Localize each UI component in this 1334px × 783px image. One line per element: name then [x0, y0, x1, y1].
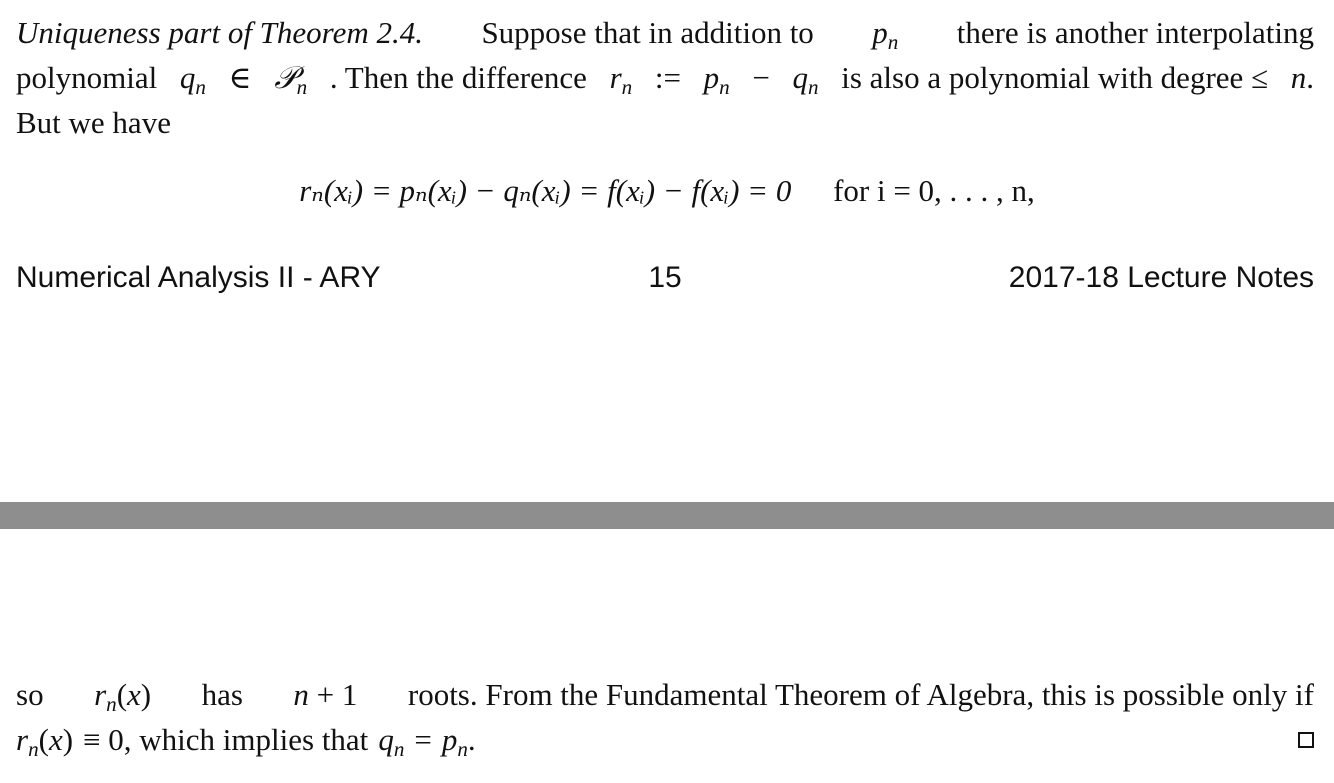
- proof-text: ≡ 0, which implies that: [83, 722, 369, 757]
- footer-page-number: 15: [648, 261, 682, 294]
- period: .: [1306, 60, 1314, 95]
- math-qn: $q_n$: [179, 60, 206, 99]
- footer-notes: 2017-18 Lecture Notes: [1008, 261, 1314, 294]
- proof-text: has: [201, 677, 243, 712]
- proof-text: Suppose that in addition to: [481, 15, 814, 50]
- proof-text: polynomial: [16, 60, 158, 95]
- math-pn: $p_n$: [703, 60, 730, 99]
- proof-text: there is another interpolating: [956, 15, 1314, 50]
- math-pn: $p_n$: [872, 15, 899, 54]
- math-rn-x: $r_n(x)$: [16, 722, 74, 761]
- math-symbol: ∈: [228, 60, 252, 95]
- math-qn: $q_n$: [378, 722, 405, 761]
- math-n-plus-1: n + 1: [293, 677, 358, 712]
- display-equation: [0, 168, 1334, 213]
- qed-square-icon: [1298, 732, 1314, 748]
- proof-text: But we have: [16, 105, 171, 140]
- math-rn: $r_n$: [609, 60, 633, 99]
- page-separator: [0, 502, 1334, 529]
- proof-line-3: [16, 100, 1314, 145]
- proof-conclusion: [16, 672, 1314, 762]
- math-n: n: [1290, 60, 1307, 95]
- math-qn: $q_n$: [792, 60, 819, 99]
- math-symbol: −: [752, 60, 770, 95]
- math-symbol: =: [414, 722, 432, 757]
- conclusion-line-1: [16, 672, 1314, 717]
- proof-text: . Then the difference: [329, 60, 587, 95]
- math-pn: $p_n$.: [441, 722, 476, 761]
- math-symbol: :=: [654, 60, 681, 95]
- page-footer: [16, 256, 1314, 300]
- theorem-heading: Uniqueness part of Theorem 2.4.: [16, 15, 423, 50]
- proof-line-2: [16, 55, 1314, 100]
- proof-text: roots. From the Fundamental Theorem of Algebra, this is possible only if: [407, 677, 1314, 712]
- proof-line-1: [16, 10, 1314, 55]
- proof-text: so: [16, 677, 44, 712]
- math-rn-x: $r_n(x)$: [94, 677, 152, 716]
- proof-paragraph: [16, 10, 1314, 145]
- equation-for-text: for i = 0, . . . , n,: [833, 173, 1035, 208]
- equation-lhs: rₙ(xᵢ) = pₙ(xᵢ) − qₙ(xᵢ) = f(xᵢ) − f(xᵢ) = 0: [299, 173, 792, 208]
- math-Pn: 𝒫$_n$: [274, 60, 308, 99]
- conclusion-line-2: [16, 717, 1314, 762]
- footer-course: Numerical Analysis II - ARY: [16, 261, 381, 294]
- proof-text: is also a polynomial with degree ≤: [841, 60, 1269, 95]
